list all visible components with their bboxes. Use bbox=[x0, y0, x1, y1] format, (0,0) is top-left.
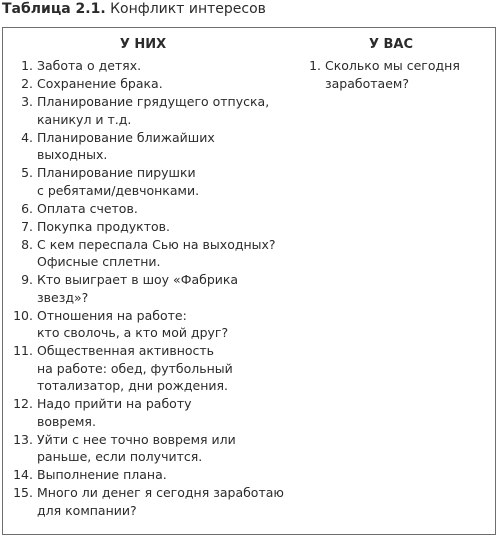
list-item-number: 8. bbox=[21, 236, 33, 252]
list-item-text: вовремя. bbox=[37, 413, 96, 429]
list-item-text: С кем переспала Сью на выходных? bbox=[37, 236, 276, 252]
list-item bbox=[7, 75, 285, 93]
list-item-text: на работе: обед, футбольный bbox=[37, 360, 233, 376]
list-item-text: Выполнение плана. bbox=[37, 467, 167, 482]
list-item bbox=[7, 200, 285, 218]
list-item-number: 4. bbox=[21, 129, 33, 145]
list-item-text: Планирование ближайших bbox=[37, 129, 215, 145]
list-item-number: 9. bbox=[21, 272, 33, 287]
list-item bbox=[7, 342, 285, 395]
list-item-number: 1. bbox=[309, 58, 321, 73]
list-item-text: каникул и т.д. bbox=[37, 111, 132, 127]
list-item-text: для компании? bbox=[37, 502, 137, 518]
list-item-number: 2. bbox=[21, 76, 33, 91]
list-item bbox=[7, 271, 285, 306]
table-caption-title: Конфликт интересов bbox=[110, 1, 266, 17]
conflict-table bbox=[2, 27, 496, 535]
list-item-text: Кто выиграет в шоу «Фабрика bbox=[37, 272, 239, 287]
list-item-text: Сколько мы сегодня bbox=[325, 58, 460, 73]
list-item-text: Офисные сплетни. bbox=[37, 254, 161, 269]
list-item-number: 1. bbox=[21, 58, 33, 73]
list-item-text: Покупка продуктов. bbox=[37, 218, 170, 234]
list-item-number: 7. bbox=[21, 218, 33, 234]
list-item bbox=[7, 307, 285, 342]
list-item-text: Сохранение брака. bbox=[37, 76, 163, 91]
list-item-text: Надо прийти на работу bbox=[37, 396, 192, 411]
list-item bbox=[7, 484, 285, 519]
list-item-text: Оплата счетов. bbox=[37, 200, 138, 216]
list-item bbox=[7, 57, 285, 75]
list-item bbox=[7, 129, 285, 164]
list-item-text: раньше, если получится. bbox=[37, 449, 203, 464]
list-item bbox=[7, 218, 285, 236]
list-item-number: 6. bbox=[21, 200, 33, 216]
column-header-you: У ВАС bbox=[368, 37, 414, 52]
list-item-text: выходных. bbox=[37, 147, 108, 162]
list-item-number: 11. bbox=[13, 343, 33, 358]
list-item-text: тотализатор, дни рождения. bbox=[37, 378, 228, 393]
list-you bbox=[295, 57, 491, 93]
column-header-them: У НИХ bbox=[119, 37, 167, 52]
list-item-text: заработаем? bbox=[325, 75, 409, 91]
list-item-text: Планирование грядущего отпуска, bbox=[37, 94, 270, 109]
list-item bbox=[7, 164, 285, 199]
list-item-text: Общественная активность bbox=[37, 343, 215, 358]
list-item-number: 12. bbox=[13, 396, 33, 411]
list-item bbox=[7, 236, 285, 271]
list-them bbox=[7, 57, 285, 520]
list-item-number: 15. bbox=[13, 485, 33, 500]
list-item-text: Уйти с нее точно вовремя или bbox=[37, 431, 236, 447]
list-item-text: Много ли денег я сегодня заработаю bbox=[37, 485, 284, 500]
list-item bbox=[7, 466, 285, 484]
list-item-number: 10. bbox=[13, 307, 33, 323]
list-item-number: 13. bbox=[13, 431, 33, 447]
list-item bbox=[7, 395, 285, 430]
list-item-number: 14. bbox=[13, 467, 33, 482]
table-caption bbox=[2, 0, 266, 18]
list-item-number: 3. bbox=[21, 94, 33, 109]
list-item-text: Отношения на работе: bbox=[37, 307, 187, 323]
list-item-text: Планирование пирушки bbox=[37, 165, 196, 180]
list-item bbox=[7, 93, 285, 128]
list-item bbox=[295, 57, 491, 92]
list-item-text: с ребятами/девчонками. bbox=[37, 182, 200, 198]
list-item-text: звезд»? bbox=[37, 289, 89, 305]
list-item bbox=[7, 431, 285, 466]
list-item-number: 5. bbox=[21, 165, 33, 180]
list-item-text: Забота о детях. bbox=[37, 58, 142, 73]
list-item-text: кто сволочь, а кто мой друг? bbox=[37, 325, 229, 340]
table-caption-number: Таблица 2.1. bbox=[2, 1, 106, 17]
